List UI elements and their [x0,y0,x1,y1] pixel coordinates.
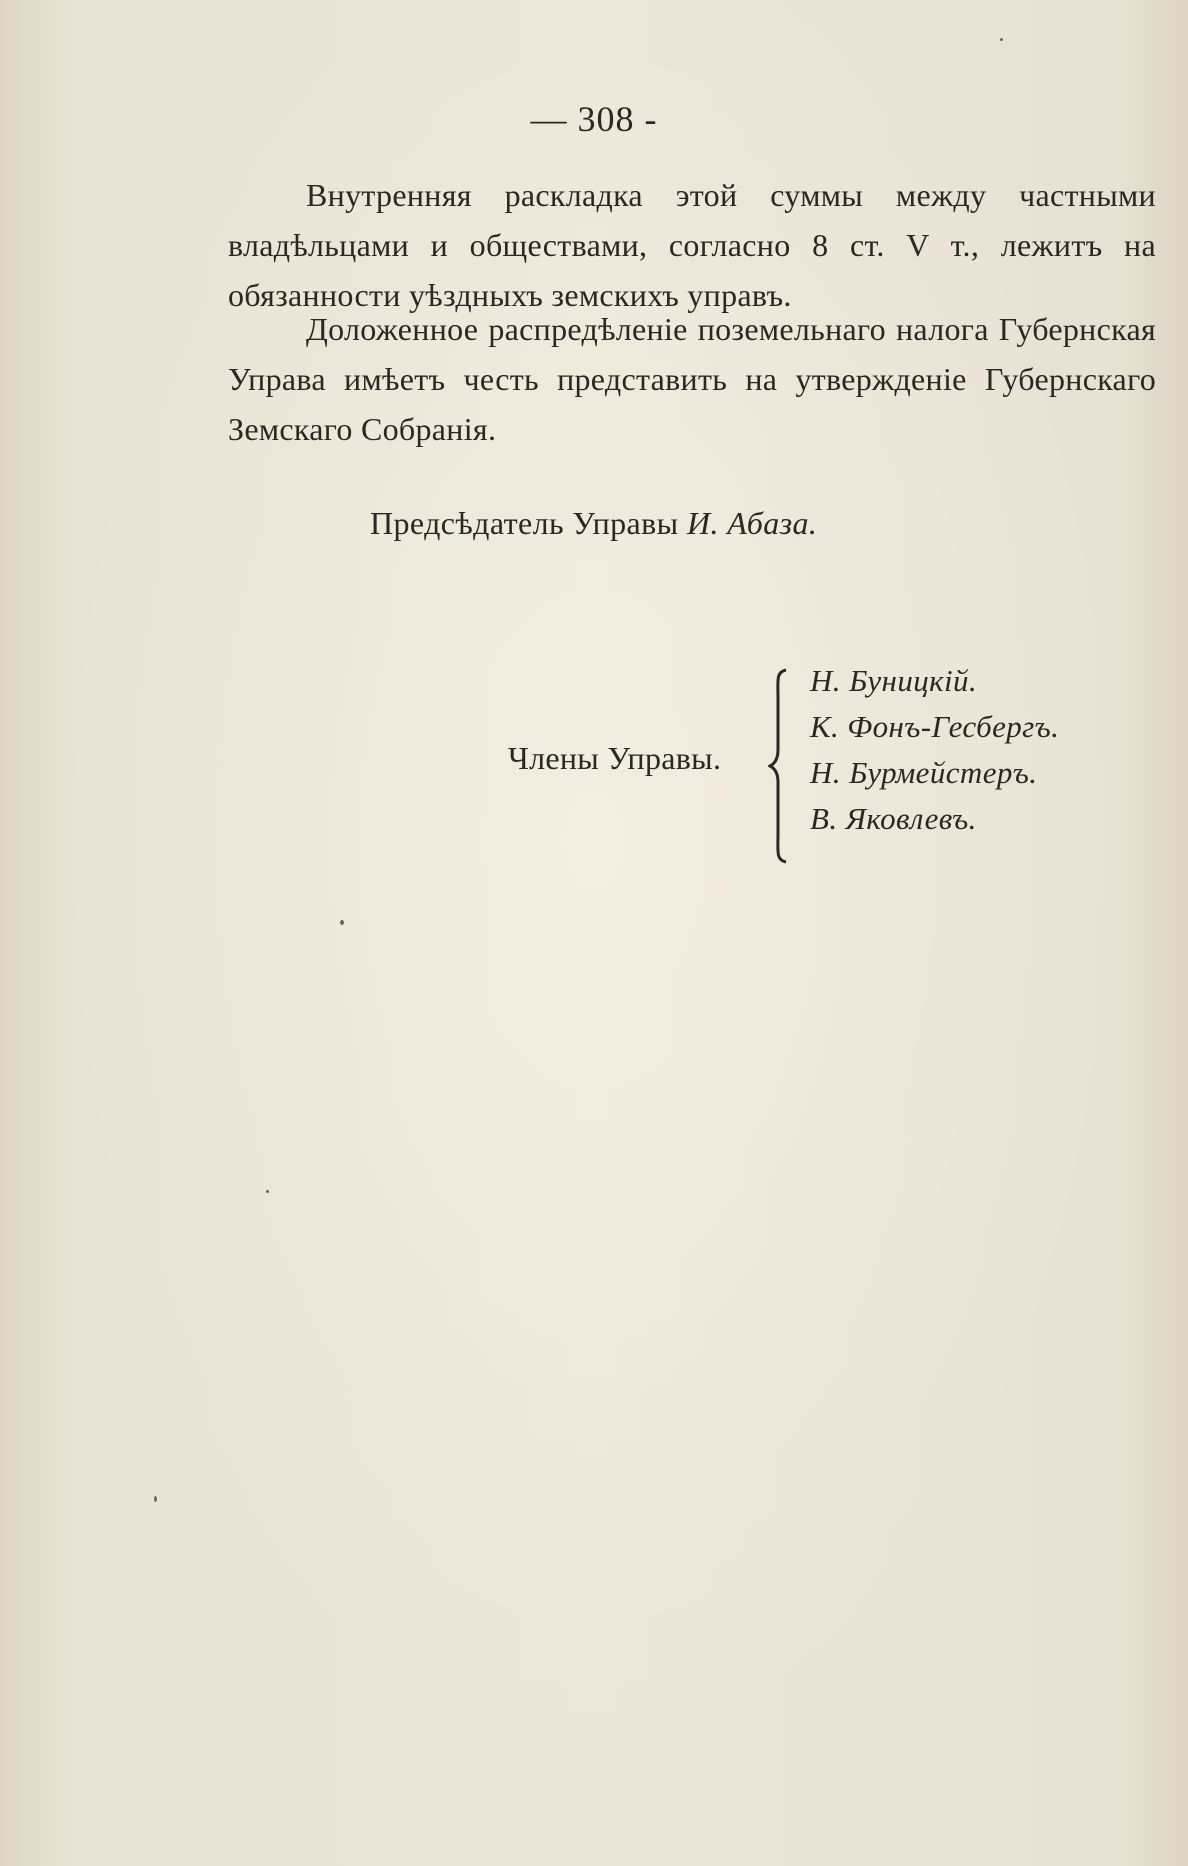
curly-brace-icon [768,668,790,864]
members-list [810,658,1059,842]
paper-speck [154,1496,157,1502]
member-name: Н. Буницкій. [810,663,978,698]
paper-speck [1000,38,1003,41]
member-name: В. Яковлевъ. [810,801,977,836]
members-label: Члены Управы. [508,740,722,776]
member-name: Н. Бурмейстеръ. [810,755,1038,790]
page-number: — 308 - [530,99,658,139]
paper-speck [266,1190,269,1193]
paper-speck [340,920,344,925]
member-name: К. Фонъ-Гесбергъ. [810,709,1060,744]
paragraph-proposed-distribution: Доложенное распредѣленіе поземельнаго налога Губернская Управа имѣетъ честь представить на утвержденіе Губернскаго Земскаго Собранія. [228,311,1156,447]
chairman-name: И. Абаза. [686,505,818,541]
chairman-title: Предсѣдатель Управы [370,505,679,541]
chairman-signature-line [370,505,817,542]
paragraph-internal-allocation: Внутренняя раскладка этой суммы между частными владѣльцами и обществами, согласно 8 ст. V т., лежитъ на обязанности уѣздныхъ земскихъ управъ. [228,177,1156,313]
